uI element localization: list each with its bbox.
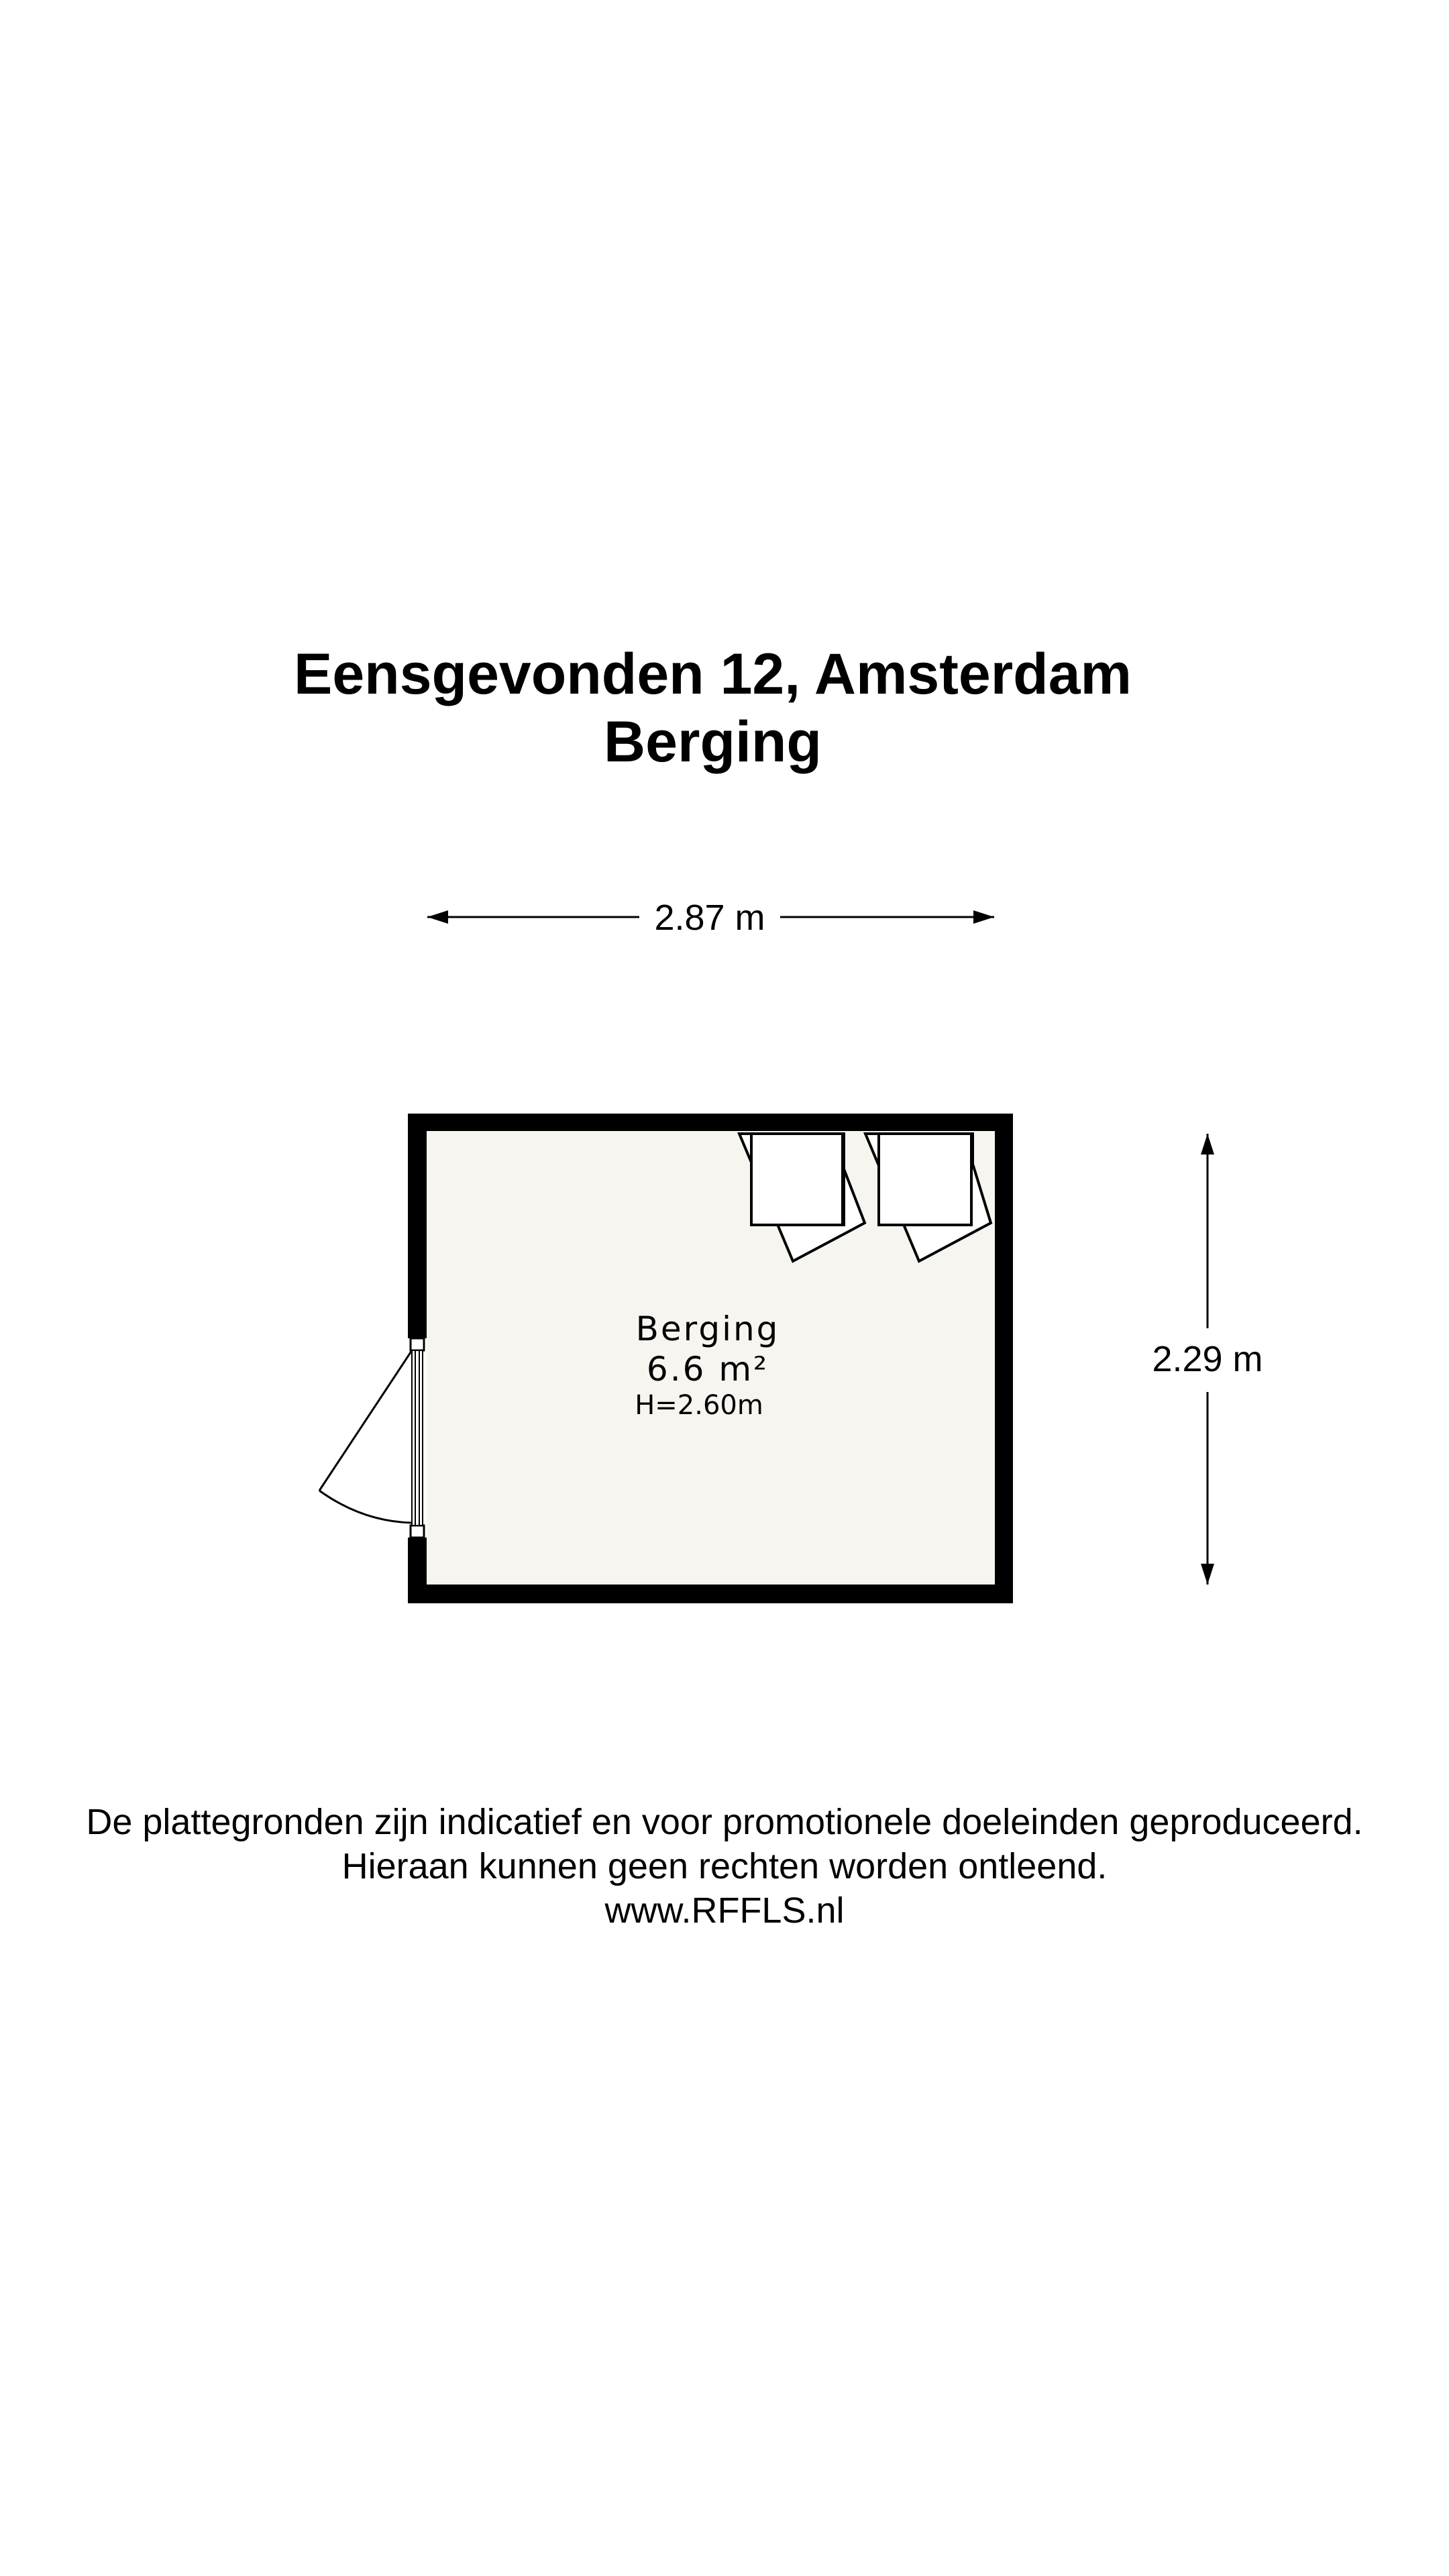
plan-title-floor: Berging (604, 710, 822, 774)
room-area: 6.6 m² (646, 1350, 769, 1389)
arrow-down-icon (1201, 1564, 1214, 1585)
disclaimer-text: De plattegronden zijn indicatief en voor promotionele doeleinden geproduceerd. (86, 1802, 1363, 1842)
website-text: www.RFFLS.nl (604, 1890, 845, 1931)
arrow-up-icon (1201, 1134, 1214, 1155)
depth-label: 2.29 m (1152, 1339, 1263, 1379)
width-label: 2.87 m (654, 898, 765, 938)
room-height: H=2.60m (635, 1390, 763, 1421)
width-dimension (427, 898, 994, 938)
room-name: Berging (635, 1309, 780, 1348)
arrow-left-icon (427, 910, 448, 924)
plan-title-address: Eensgevonden 12, Amsterdam (293, 642, 1132, 706)
depth-dimension (1152, 1134, 1263, 1585)
arrow-right-icon (973, 910, 994, 924)
disclaimer-text: Hieraan kunnen geen rechten worden ontleend. (341, 1846, 1108, 1886)
door-icon (319, 1338, 424, 1538)
